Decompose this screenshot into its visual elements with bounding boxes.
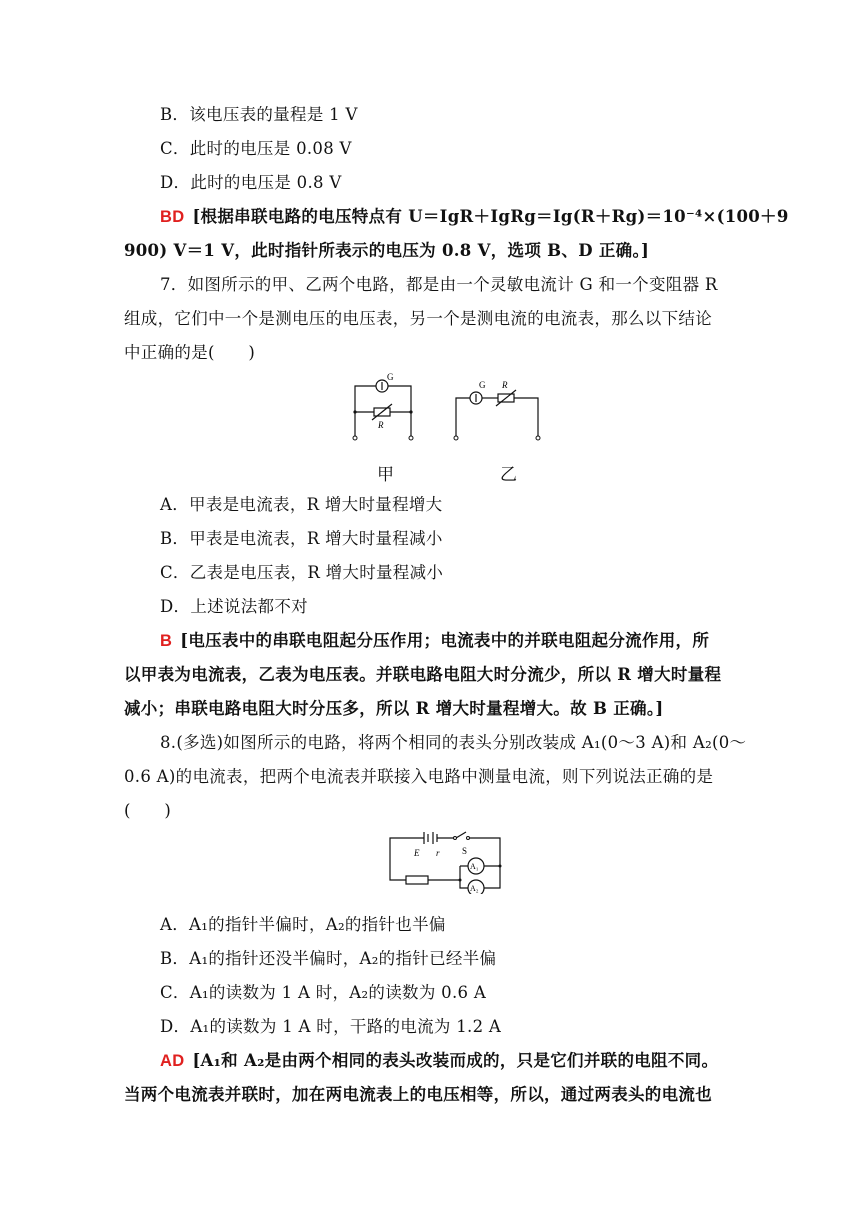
q7-option-a: A．甲表是电流表，R 增大时量程增大 — [160, 495, 443, 514]
q8-s-label: S — [462, 846, 468, 856]
q6-explanation-line-2: 900) V＝1 V，此时指针所表示的电压为 0.8 V，选项 B、D 正确。] — [124, 241, 650, 260]
q7-circuit-jia — [345, 372, 425, 444]
q8-option-a: A．A₁的指针半偏时，A₂的指针也半偏 — [160, 915, 446, 934]
q8-stem-line-3: ( ) — [124, 801, 172, 820]
q7-explanation-line-1 — [160, 630, 709, 652]
q8-explanation-text-1: [A₁和 A₂是由两个相同的表头改装而成的，只是它们并联的电阻不同。 — [192, 1051, 719, 1070]
q6-option-d: D．此时的电压是 0.8 V — [160, 173, 342, 192]
q7-yi-g-label: G — [479, 380, 486, 390]
q8-a1-label: A₁ — [470, 862, 479, 871]
q8-stem-line-2: 0.6 A)的电流表，把两个电流表并联接入电路中测量电流，则下列说法正确的是 — [124, 767, 714, 786]
q7-option-c: C．乙表是电压表，R 增大时量程减小 — [160, 563, 444, 582]
q8-a2-label: A₂ — [470, 884, 479, 893]
q7-stem-line-2: 组成，它们中一个是测电压的电压表，另一个是测电流的电流表，那么以下结论 — [124, 309, 712, 328]
q7-figure-label-jia: 甲 — [377, 465, 394, 485]
q6-explanation-text-1: [根据串联电路的电压特点有 U＝IgR＋IgRg＝Ig(R＋Rg)＝10⁻⁴×(100＋9 — [192, 207, 789, 226]
q7-answer: B — [160, 632, 173, 650]
q7-option-d: D．上述说法都不对 — [160, 597, 308, 616]
q8-circuit — [388, 826, 508, 894]
q8-e-label: E — [414, 848, 420, 858]
q7-option-b: B．甲表是电流表，R 增大时量程减小 — [160, 529, 443, 548]
q8-explanation-line-1 — [160, 1050, 718, 1072]
q8-explanation-line-2: 当两个电流表并联时，加在两电流表上的电压相等，所以，通过两表头的电流也 — [124, 1085, 712, 1104]
q8-answer: AD — [160, 1052, 185, 1070]
q7-yi-r-label: R — [502, 380, 508, 390]
q7-explanation-text-1: [电压表中的串联电阻起分压作用；电流表中的并联电阻起分流作用，所 — [180, 631, 710, 650]
q7-stem-line-1: 7．如图所示的甲、乙两个电路，都是由一个灵敏电流计 G 和一个变阻器 R — [160, 275, 718, 294]
q6-option-b: B．该电压表的量程是 1 V — [160, 105, 358, 124]
q7-jia-r-label: R — [378, 420, 384, 430]
q8-option-b: B．A₁的指针还没半偏时，A₂的指针已经半偏 — [160, 949, 497, 968]
q7-explanation-line-3: 减小；串联电路电阻大时分压多，所以 R 增大时量程增大。故 B 正确。] — [124, 699, 664, 718]
q6-explanation-line-1 — [160, 206, 789, 228]
q8-stem-line-1: 8.(多选)如图所示的电路，将两个相同的表头分别改装成 A₁(0～3 A)和 A₂(0～ — [160, 733, 747, 752]
q6-answer: BD — [160, 208, 185, 226]
q7-circuit-yi — [448, 372, 548, 444]
q8-option-d: D．A₁的读数为 1 A 时，干路的电流为 1.2 A — [160, 1017, 502, 1036]
q8-r-label: r — [436, 848, 440, 858]
q7-jia-g-label: G — [387, 372, 394, 382]
q7-stem-line-3: 中正确的是( ) — [124, 343, 256, 362]
q6-option-c: C．此时的电压是 0.08 V — [160, 139, 352, 158]
q7-figure-label-yi: 乙 — [500, 465, 517, 485]
q8-option-c: C．A₁的读数为 1 A 时，A₂的读数为 0.6 A — [160, 983, 487, 1002]
q7-explanation-line-2: 以甲表为电流表，乙表为电压表。并联电路电阻大时分流少，所以 R 增大时量程 — [124, 665, 722, 684]
